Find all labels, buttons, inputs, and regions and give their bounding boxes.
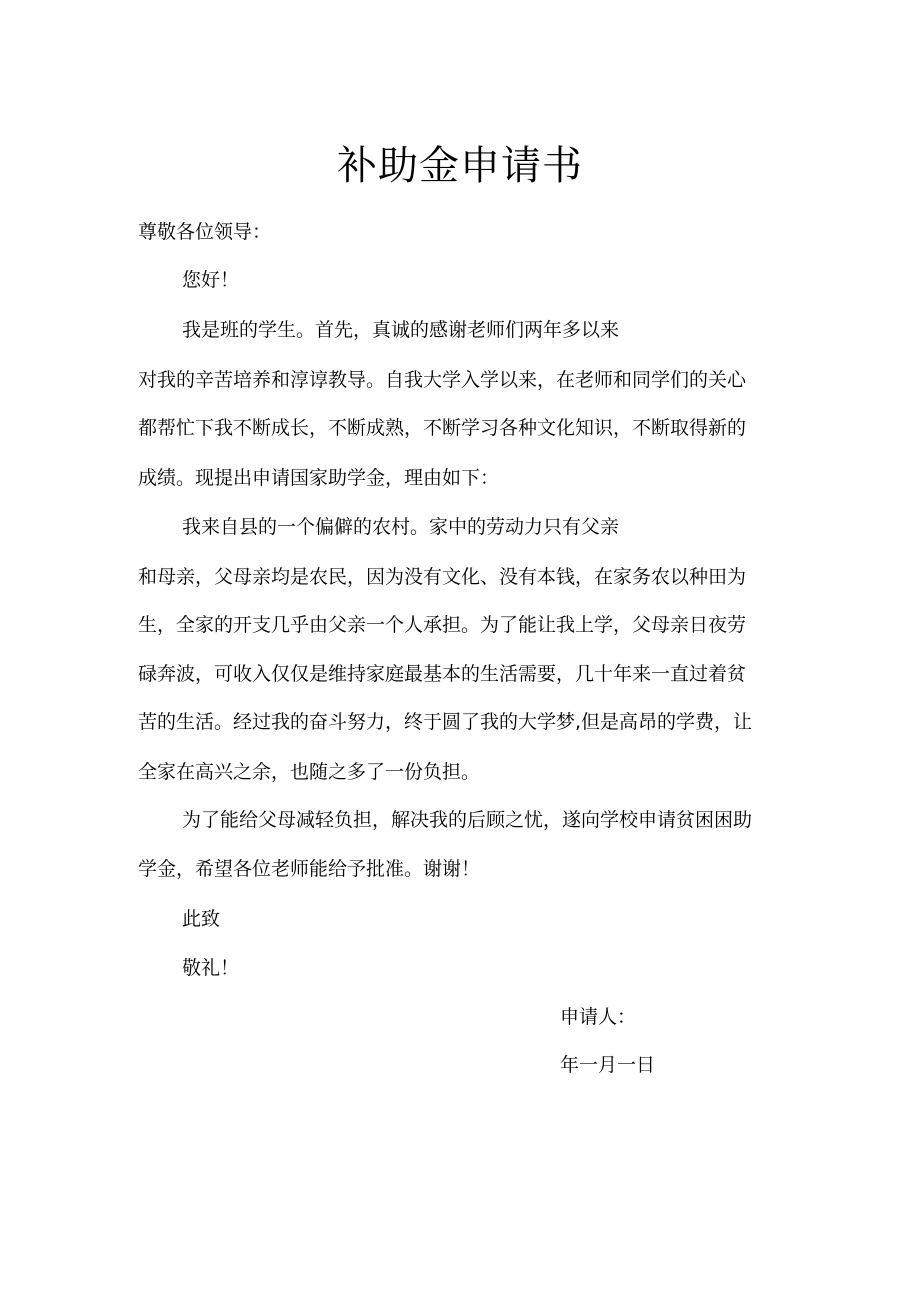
paragraph-3-line-2: 学金，希望各位老师能给予批准。谢谢！	[138, 858, 481, 880]
paragraph-2-line-4: 碌奔波，可收入仅仅是维持家庭最基本的生活需要，几十年来一直过着贫	[138, 663, 747, 685]
paragraph-1-line-2: 对我的辛苦培养和淳谆教导。自我大学入学以来，在老师和同学们的关心	[138, 369, 747, 391]
paragraph-1-line-3: 都帮忙下我不断成长，不断成熟，不断学习各种文化知识，不断取得新的	[138, 417, 747, 439]
paragraph-1-line-4: 成绩。现提出申请国家助学金，理由如下：	[138, 467, 500, 489]
salutation: 尊敬各位领导：	[138, 221, 272, 243]
closing-line-1: 此致	[182, 908, 221, 930]
paragraph-1-line-1: 我是班的学生。首先，真诚的感谢老师们两年多以来	[182, 319, 620, 341]
paragraph-2-line-3: 生，全家的开支几乎由父亲一个人承担。为了能让我上学，父母亲日夜劳	[138, 614, 747, 636]
paragraph-2-line-1: 我来自县的一个偏僻的农村。家中的劳动力只有父亲	[182, 516, 620, 538]
paragraph-2-line-5: 苦的生活。经过我的奋斗努力，终于圆了我的大学梦,但是高昂的学费，让	[138, 711, 753, 733]
document-title: 补助金申请书	[337, 143, 583, 189]
greeting: 您好！	[182, 269, 240, 291]
paragraph-2-line-2: 和母亲，父母亲均是农民，因为没有文化、没有本钱，在家务农以种田为	[138, 566, 747, 588]
date-line: 年一月一日	[560, 1054, 656, 1076]
paragraph-3-line-1: 为了能给父母减轻负担，解决我的后顾之忧，遂向学校申请贫困困助	[182, 809, 753, 831]
closing-line-2: 敬礼！	[182, 957, 240, 979]
applicant-label: 申请人：	[560, 1006, 637, 1028]
paragraph-2-line-6: 全家在高兴之余，也随之多了一份负担。	[138, 761, 481, 783]
